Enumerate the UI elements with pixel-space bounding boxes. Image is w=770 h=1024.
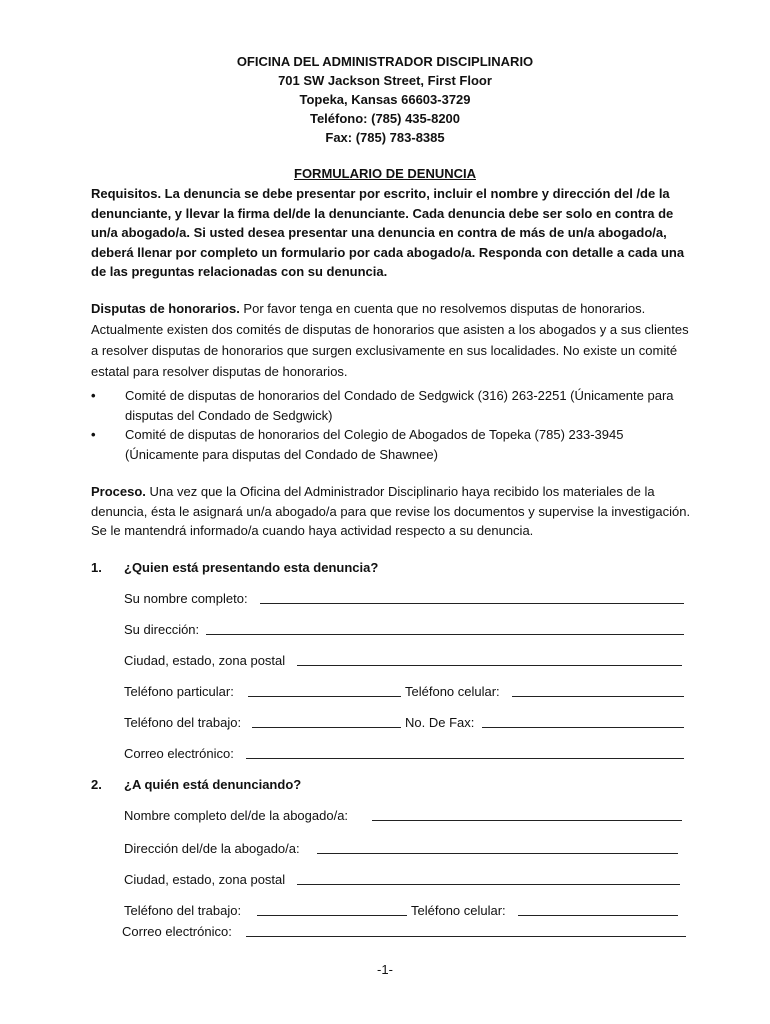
bullet-icon: • [91,427,96,442]
field-label: Dirección del/de la abogado/a: [124,841,300,856]
fill-line[interactable] [260,603,684,604]
question-1-number: 1. [91,560,102,575]
field-label: Teléfono particular: [124,684,234,699]
office-phone: Teléfono: (785) 435-8200 [309,111,461,126]
home-phone-line[interactable] [248,696,401,697]
complainant-phones-row[interactable] [124,681,684,699]
field-label: Teléfono del trabajo: [124,903,242,918]
fill-line[interactable] [246,936,686,937]
attorney-city-field[interactable] [124,869,684,887]
process-label: Proceso. [91,484,146,499]
complainant-work-fax-row[interactable] [124,712,684,730]
field-label: Ciudad, estado, zona postal [124,872,286,887]
fill-line[interactable] [246,758,684,759]
fill-line[interactable] [297,884,680,885]
attorney-address-field[interactable] [124,838,684,856]
attorney-email-field[interactable] [122,921,686,939]
fill-line[interactable] [317,853,678,854]
attorney-name-field[interactable] [124,805,684,823]
bullet-icon: • [91,388,96,403]
fee-disputes-label: Disputas de honorarios. [91,301,240,316]
complainant-email-field[interactable] [124,743,684,761]
list-item [91,386,691,425]
office-name: OFICINA DEL ADMINISTRADOR DISCIPLINARIO [236,54,534,69]
fee-disputes-text: Por favor tenga en cuenta que no resolvemos disputas de honorarios. Actualmente existen dos comités de disputas de honorarios que asisten a los abogados y a sus clientes a resolver disputas de honorarios que surgen exclusivamente en sus localidades. No existe un comité estatal para resolver disputas de honorarios. [91,301,689,379]
page-number: -1- [377,962,393,977]
fill-line[interactable] [206,634,684,635]
work-phone-line[interactable] [252,727,401,728]
complainant-address-field[interactable] [124,619,684,637]
field-label: Correo electrónico: [124,746,234,761]
question-2-number: 2. [91,777,102,792]
fee-disputes-paragraph [91,298,691,382]
question-1-text: ¿Quien está presentando esta denuncia? [124,560,379,575]
field-label: Teléfono celular: [405,684,500,699]
cell-phone-line[interactable] [518,915,678,916]
list-item-text: Comité de disputas de honorarios del Colegio de Abogados de Topeka (785) 233-3945 (Únicamente para disputas del Condado de Shawnee) [125,427,624,462]
office-header [0,52,770,147]
field-label: Su dirección: [124,622,200,637]
question-2-text: ¿A quién está denunciando? [124,777,302,792]
process-text: Una vez que la Oficina del Administrador Disciplinario haya recibido los materiales de la denuncia, ésta le asignará un/a abogado/a para que revise los documentos y supervise la investigación. Se le mantendrá informado/a cuando haya actividad respecto a su denuncia. [91,484,691,538]
attorney-phones-row[interactable] [124,900,684,918]
form-title: FORMULARIO DE DENUNCIA [294,166,476,181]
complainant-name-field[interactable] [124,588,684,606]
field-label: Ciudad, estado, zona postal [124,653,286,668]
field-label: Correo electrónico: [122,924,232,939]
office-city: Topeka, Kansas 66603-3729 [299,92,471,107]
list-item [91,425,691,464]
requirements-paragraph: Requisitos. La denuncia se debe presentar por escrito, incluir el nombre y dirección del /de la denunciante, y llevar la firma del/de la denunciante. Cada denuncia debe ser solo en contra de un/a abogado/a. Si usted desea presentar una denuncia en contra de más de un/a abogado/a, deberá llenar por completo un formulario por cada abogado/a. Responda con detalle a cada una de las preguntas relacionadas con su denuncia. [91,186,685,279]
cell-phone-line[interactable] [512,696,684,697]
list-item-text: Comité de disputas de honorarios del Condado de Sedgwick (316) 263-2251 (Únicamente para disputas del Condado de Sedgwick) [125,388,674,423]
field-label: Teléfono celular: [411,903,506,918]
field-label: Nombre completo del/de la abogado/a: [124,808,349,823]
office-street: 701 SW Jackson Street, First Floor [278,73,492,88]
work-phone-line[interactable] [257,915,407,916]
process-paragraph [91,482,691,541]
field-label: Teléfono del trabajo: [124,715,242,730]
complainant-city-field[interactable] [124,650,684,668]
office-fax: Fax: (785) 783-8385 [325,130,445,145]
fill-line[interactable] [297,665,682,666]
fee-committee-list [91,386,691,464]
field-label: No. De Fax: [405,715,475,730]
fax-line[interactable] [482,727,684,728]
field-label: Su nombre completo: [124,591,248,606]
fill-line[interactable] [372,820,682,821]
